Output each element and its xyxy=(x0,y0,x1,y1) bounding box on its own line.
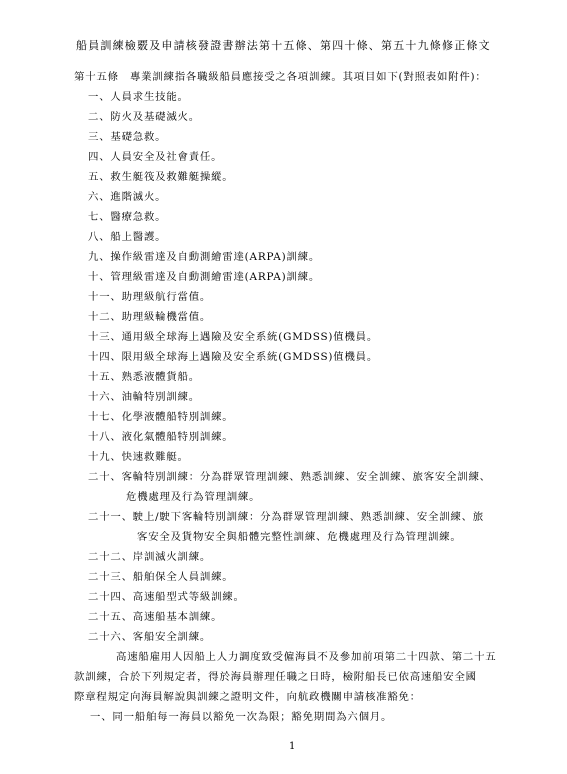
list-item: 四、人員安全及社會責任。 xyxy=(88,151,223,163)
list-item: 一、人員求生技能。 xyxy=(88,91,189,103)
list-item: 八、船上醫護。 xyxy=(88,231,167,243)
list-item: 十五、熟悉液體貨船。 xyxy=(88,371,200,383)
list-item: 十三、通用級全球海上遇險及安全系統(GMDSS)值機員。 xyxy=(88,331,379,343)
list-item: 十二、助理級輪機當值。 xyxy=(88,311,212,323)
list-item: 十六、油輪特別訓練。 xyxy=(88,391,200,403)
list-item: 二十四、高速船型式等級訓練。 xyxy=(88,591,245,603)
paragraph-line: 一、同一船舶每一海員以豁免一次為限；豁免期間為六個月。 xyxy=(90,711,393,723)
paragraph-line: 高速船雇用人因船上人力調度致受僱海員不及參加前項第二十四款、第二十五 xyxy=(116,651,497,663)
list-item: 五、救生艇筏及救難艇操縱。 xyxy=(88,171,234,183)
list-item: 二十一、駛上/駛下客輪特別訓練：分為群眾管理訓練、熟悉訓練、安全訓練、旅 xyxy=(88,511,484,523)
list-item: 十七、化學液體船特別訓練。 xyxy=(88,411,234,423)
list-item: 十、管理級雷達及自動測繪雷達(ARPA)訓練。 xyxy=(88,271,321,283)
list-item: 二十三、船舶保全人員訓練。 xyxy=(88,571,234,583)
list-item: 十四、限用級全球海上遇險及安全系統(GMDSS)值機員。 xyxy=(88,351,379,363)
list-item: 二十二、岸訓滅火訓練。 xyxy=(88,551,212,563)
document-title: 船員訓練檢覈及申請核發證書辦法第十五條、第四十條、第五十九條修正條文 xyxy=(76,39,491,52)
article-intro: 第十五條 專業訓練指各職級船員應接受之各項訓練。其項目如下(對照表如附件)： xyxy=(74,71,487,83)
list-item-continuation: 客安全及貨物安全與船體完整性訓練、危機處理及行為管理訓練。 xyxy=(137,531,462,543)
page-number: 1 xyxy=(289,741,296,752)
list-item: 六、進階滅火。 xyxy=(88,191,167,203)
list-item: 七、醫療急救。 xyxy=(88,211,167,223)
list-item: 十一、助理級航行當值。 xyxy=(88,291,212,303)
list-item: 二、防火及基礎滅火。 xyxy=(88,111,200,123)
paragraph-line: 際章程規定向海員解說與訓練之證明文件，向航政機關申請核准豁免： xyxy=(74,691,421,703)
list-item: 九、操作級雷達及自動測繪雷達(ARPA)訓練。 xyxy=(88,251,321,263)
list-item: 三、基礎急救。 xyxy=(88,131,167,143)
list-item: 二十、客輪特別訓練：分為群眾管理訓練、熟悉訓練、安全訓練、旅客安全訓練、 xyxy=(88,471,491,483)
list-item: 十八、液化氣體船特別訓練。 xyxy=(88,431,234,443)
paragraph-line: 款訓練，合於下列規定者，得於海員辦理任職之日時，檢附船長已依高速船安全國 xyxy=(74,671,477,683)
list-item: 二十五、高速船基本訓練。 xyxy=(88,611,223,623)
list-item: 二十六、客船安全訓練。 xyxy=(88,631,212,643)
list-item: 十九、快速救難艇。 xyxy=(88,451,189,463)
list-item-continuation: 危機處理及行為管理訓練。 xyxy=(126,491,261,503)
